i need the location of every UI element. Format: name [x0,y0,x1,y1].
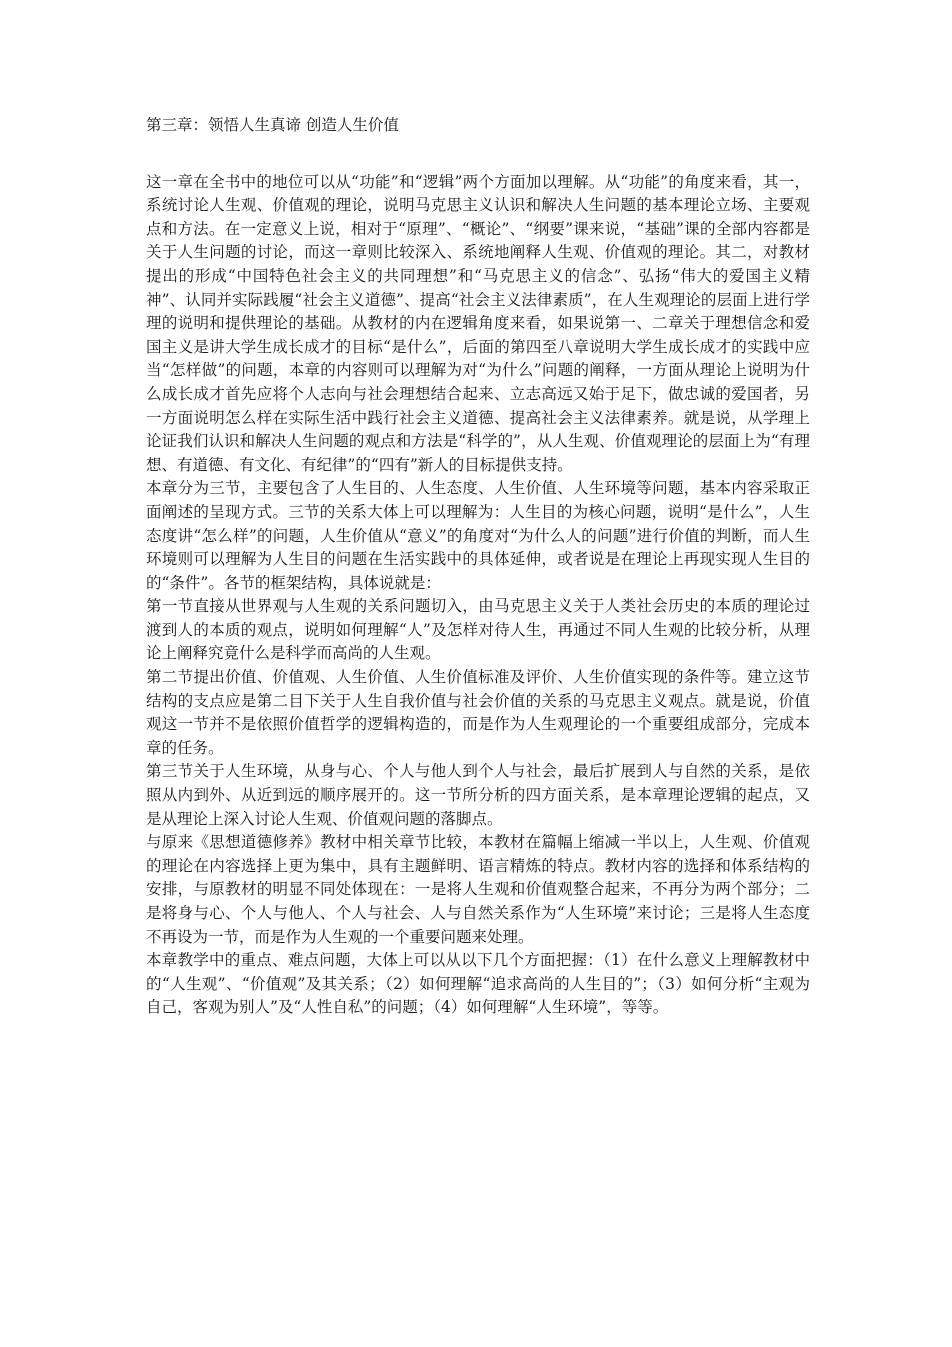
paragraph-section-three: 第三节关于人生环境，从身与心、个人与他人到个人与社会，最后扩展到人与自然的关系，是依照从内到外、从近到远的顺序展开的。这一节所分析的四方面关系，是本章理论逻辑的起点，又是从理论上深入讨论人生观、价值观问题的落脚点。 [146,762,810,828]
paragraph-chapter-structure: 本章分为三节，主要包含了人生目的、人生态度、人生价值、人生环境等问题，基本内容采取正面阐述的呈现方式。三节的关系大体上可以理解为：人生目的为核心问题，说明“是什么”，人生态度讲“怎么样”的问题，人生价值从“意义”的角度对“为什么人的问题”进行价值的判断，而人生环境则可以理解为人生目的问题在生活实践中的具体延伸，或者说是在理论上再现实现人生目的的“条件”。各节的框架结构，具体说就是： [146,479,810,592]
paragraph-key-points: 本章教学中的重点、难点问题，大体上可以从以下几个方面把握：（1）在什么意义上理解教材中的“人生观”、“价值观”及其关系；（2）如何理解“追求高尚的人生目的”；（3）如何分析“主观为自己，客观为别人”及“人性自私”的问题；（4）如何理解“人生环境”，等等。 [146,951,810,1017]
paragraph-section-one: 第一节直接从世界观与人生观的关系问题切入，由马克思主义关于人类社会历史的本质的理论过渡到人的本质的观点，说明如何理解“人”及怎样对待人生，再通过不同人生观的比较分析，从理论上阐释究竟什么是科学而高尚的人生观。 [146,597,810,663]
paragraph-textbook-comparison: 与原来《思想道德修养》教材中相关章节比较，本教材在篇幅上缩减一半以上，人生观、价值观的理论在内容选择上更为集中，具有主题鲜明、语言精炼的特点。教材内容的选择和体系结构的安排，与原教材的明显不同处体现在：一是将人生观和价值观整合起来，不再分为两个部分；二是将身与心、个人与他人、个人与社会、人与自然关系作为“人生环境”来讨论；三是将人生态度不再设为一节，而是作为人生观的一个重要问题来处理。 [146,833,810,946]
chapter-title: 第三章：领悟人生真谛 创造人生价值 [146,116,399,134]
document-page [146,114,810,1020]
paragraph-chapter-role: 这一章在全书中的地位可以从“功能”和“逻辑”两个方面加以理解。从“功能”的角度来看，其一，系统讨论人生观、价值观的理论，说明马克思主义认识和解决人生问题的基本理论立场、主要观点和方法。在一定意义上说，相对于“原理”、“概论”、“纲要”课来说，“基础”课的全部内容都是关于人生问题的讨论，而这一章则比较深入、系统地阐释人生观、价值观的理论。其二，对教材提出的形成“中国特色社会主义的共同理想”和“马克思主义的信念”、弘扬“伟大的爱国主义精神”、认同并实际践履“社会主义道德”、提高“社会主义法律素质”，在人生观理论的层面上进行学理的说明和提供理论的基础。从教材的内在逻辑角度来看，如果说第一、二章关于理想信念和爱国主义是讲大学生成长成才的目标“是什么”，后面的第四至八章说明大学生成长成才的实践中应当“怎样做”的问题，本章的内容则可以理解为对“为什么”问题的阐释，一方面从理论上说明为什么成长成才首先应将个人志向与社会理想结合起来、立志高远又始于足下，做忠诚的爱国者，另一方面说明怎么样在实际生活中践行社会主义道德、提高社会主义法律素养。就是说，从学理上论证我们认识和解决人生问题的观点和方法是“科学的”，从人生观、价值观理论的层面上为“有理想、有道德、有文化、有纪律”的“四有”新人的目标提供支持。 [146,172,810,474]
paragraph-section-two: 第二节提出价值、价值观、人生价值、人生价值标准及评价、人生价值实现的条件等。建立这节结构的支点应是第二目下关于人生自我价值与社会价值的关系的马克思主义观点。就是说，价值观这一节并不是依照价值哲学的逻辑构造的，而是作为人生观理论的一个重要组成部分，完成本章的任务。 [146,668,810,757]
